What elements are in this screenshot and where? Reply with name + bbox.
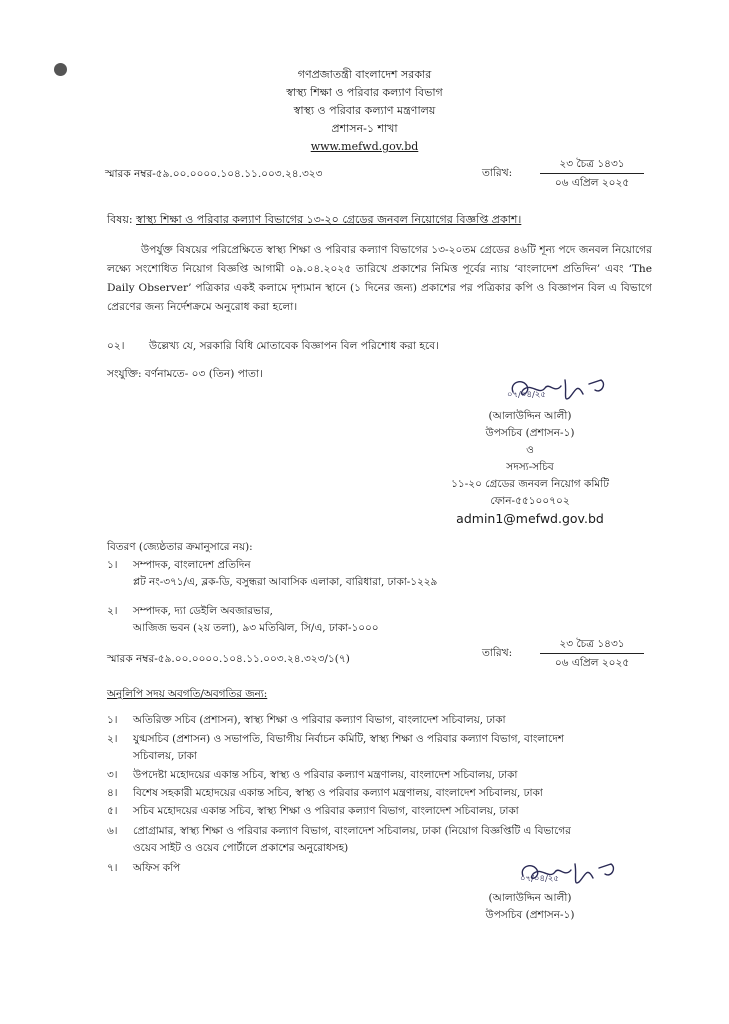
date-divider [540, 173, 644, 174]
copy-item-2 [107, 731, 667, 765]
header-line-branch: প্রশাসন-১ শাখা [331, 122, 398, 135]
body-paragraph-1: উপর্যুক্ত বিষয়ের পরিপ্রেক্ষিতে স্বাস্থ্য শিক্ষা ও পরিবার কল্যাণ বিভাগের ১৩-২০তম গ্রেডের ৪৬টি শূন্য পদে জনবল নিয়োগের লক্ষ্যে সংশোধিত নিয়োগ বিজ্ঞপ্তি আগামী ০৯.০৪.২০২৫ তারিখে প্রকাশের নিমিত্ত পূর্বের ন্যায় ‘বাংলাদেশ প্রতিদিন’ এবং ‘The Daily Observer’ পত্রিকার একই কলামে দৃশ্যমান স্থানে (১ দিনের জন্য) প্রকাশের পর পত্রিকার কপি ও বিজ্ঞাপন বিল এ বিভাগে প্রেরণের জন্য নির্দেশক্রমে অনুরোধ করা হলো। [107, 244, 652, 313]
body-paragraph-2: উল্লেখ্য যে, সরকারি বিধি মোতাবেক বিজ্ঞাপন বিল পরিশোধ করা হবে। [149, 340, 439, 352]
signatory-1-phone: ফোন-৫৫১০০৭০২ [490, 495, 570, 507]
date-label: তারিখ: [482, 167, 513, 179]
copy-item-4 [107, 785, 667, 802]
signatory-1-email: admin1@mefwd.gov.bd [456, 511, 604, 526]
attachment-line: সংযুক্তি: বর্ণনামতে- ০৩ (তিন) পাতা। [107, 368, 263, 380]
header-line-government: গণপ্রজাতন্ত্রী বাংলাদেশ সরকার [297, 68, 432, 81]
copy-item-number: ৬। [107, 825, 118, 837]
copy-item-1 [107, 712, 667, 729]
signatory-1-block [430, 408, 630, 527]
date-gregorian: ০৬ এপ্রিল ২০২৫ [554, 657, 630, 669]
distribution-item-number: ১। [107, 559, 118, 571]
date-divider [540, 653, 644, 654]
copy-item-3 [107, 767, 667, 784]
signatory-1-designation: উপসচিব (প্রশাসন-১) [485, 427, 575, 439]
copy-item-number: ২। [107, 733, 118, 745]
copy-item-number: ১। [107, 714, 118, 726]
copy-item-text: উপদেষ্টা মহোদয়ের একান্ত সচিব, স্বাস্থ্য ও পরিবার কল্যাণ মন্ত্রণালয়, বাংলাদেশ সচিবালয়, ঢাকা [133, 769, 518, 781]
distribution-item-1 [107, 557, 667, 591]
distribution-heading: বিতরণ (জ্যেষ্ঠতার ক্রমানুসারে নয়): [107, 541, 253, 553]
distribution-item-line: সম্পাদক, বাংলাদেশ প্রতিদিন [133, 559, 251, 571]
distribution-item-2 [107, 603, 667, 637]
paragraph-2-number: ০২। [107, 340, 125, 352]
distribution-item-line: সম্পাদক, দ্যা ডেইলি অবজারভার, [133, 605, 273, 617]
signature-1-date: ০৭/০৪/২৫ [507, 390, 546, 400]
copy-item-number: ৪। [107, 787, 118, 799]
signatory-2-name: (আলাউদ্দিন আলী) [488, 892, 572, 904]
distribution-item-address: আজিজ ভবন (২য় তলা), ৯৩ মতিঝিল, সি/এ, ঢাকা-১০০০ [133, 622, 379, 634]
memo-number: স্মারক নম্বর-৫৯.০০.০০০০.১০৪.১১.০০৩.২৪.৩২৩ [105, 168, 323, 180]
date-bangla: ২৩ চৈত্র ১৪৩১ [559, 158, 625, 170]
copies-heading: অনুলিপি সদয় অবগতি/অবগতির জন্য: [107, 688, 268, 700]
copy-item-text: যুগ্মসচিব (প্রশাসন) ও সভাপতি, বিভাগীয় নির্বাচন কমিটি, স্বাস্থ্য শিক্ষা ও পরিবার কল্যাণ বিভাগ, বাংলাদেশ [133, 733, 564, 745]
signatory-1-name: (আলাউদ্দিন আলী) [488, 410, 572, 422]
header-line-ministry: স্বাস্থ্য ও পরিবার কল্যাণ মন্ত্রণালয় [293, 104, 436, 117]
copy-item-text: বিশেষ সহকারী মহোদয়ের একান্ত সচিব, স্বাস্থ্য ও পরিবার কল্যাণ মন্ত্রণালয়, বাংলাদেশ সচিবালয়, ঢাকা [133, 787, 543, 799]
copy-item-5 [107, 803, 667, 820]
memo-date [482, 157, 652, 197]
copy-item-number: ৩। [107, 769, 118, 781]
copy-item-text: অফিস কপি [133, 862, 181, 874]
date-bangla: ২৩ চৈত্র ১৪৩১ [559, 638, 625, 650]
signatory-1-role: সদস্য-সচিব [506, 461, 554, 473]
copy-item-text-continued: ওয়েব সাইট ও ওয়েব পোর্টালে প্রকাশের অনুরোধসহ) [133, 842, 349, 854]
date-label: তারিখ: [482, 647, 513, 659]
signature-2-date: ০৭/০৪/২৫ [520, 874, 559, 884]
signatory-2-designation: উপসচিব (প্রশাসন-১) [485, 909, 575, 921]
copy-item-text: সচিব মহোদয়ের একান্ত সচিব, স্বাস্থ্য শিক্ষা ও পরিবার কল্যাণ বিভাগ, বাংলাদেশ সচিবালয়, ঢাকা [133, 805, 519, 817]
subject-label: বিষয়: [107, 213, 133, 226]
signatory-1-conjunction: ও [526, 444, 534, 456]
header-website: www.mefwd.gov.bd [310, 140, 419, 153]
copy-item-number: ৭। [107, 862, 118, 874]
signatory-2-block [430, 890, 630, 924]
subject-line [107, 211, 521, 230]
copy-item-text: অতিরিক্ত সচিব (প্রশাসন), স্বাস্থ্য শিক্ষা ও পরিবার কল্যাণ বিভাগ, বাংলাদেশ সচিবালয়, ঢাকা [133, 714, 506, 726]
letter-header [0, 66, 729, 156]
copy-item-number: ৫। [107, 805, 118, 817]
distribution-item-address: প্লট নং-৩৭১/এ, ব্লক-ডি, বসুন্ধরা আবাসিক এলাকা, বারিধারা, ঢাকা-১২২৯ [133, 576, 438, 588]
distribution-item-number: ২। [107, 605, 118, 617]
copy-item-text: প্রোগ্রামার, স্বাস্থ্য শিক্ষা ও পরিবার কল্যাণ বিভাগ, বাংলাদেশ সচিবালয়, ঢাকা (নিয়োগ বিজ্ঞপ্তিটি এ বিভাগের [133, 825, 571, 837]
memo-number-2: স্মারক নম্বর-৫৯.০০.০০০০.১০৪.১১.০০৩.২৪.৩২৩/১(৭) [107, 653, 350, 665]
copy-item-text-continued: সচিবালয়, ঢাকা [133, 750, 197, 762]
date-gregorian: ০৬ এপ্রিল ২০২৫ [554, 177, 630, 189]
header-line-division: স্বাস্থ্য শিক্ষা ও পরিবার কল্যাণ বিভাগ [286, 86, 443, 99]
subject-text: স্বাস্থ্য শিক্ষা ও পরিবার কল্যাণ বিভাগের ১৩-২০ গ্রেডের জনবল নিয়োগের বিজ্ঞপ্তি প্রকাশ। [136, 213, 522, 226]
signatory-1-committee: ১১-২০ গ্রেডের জনবল নিয়োগ কমিটি [451, 478, 609, 490]
copy-item-6 [107, 823, 667, 857]
memo-date-2 [482, 637, 652, 677]
